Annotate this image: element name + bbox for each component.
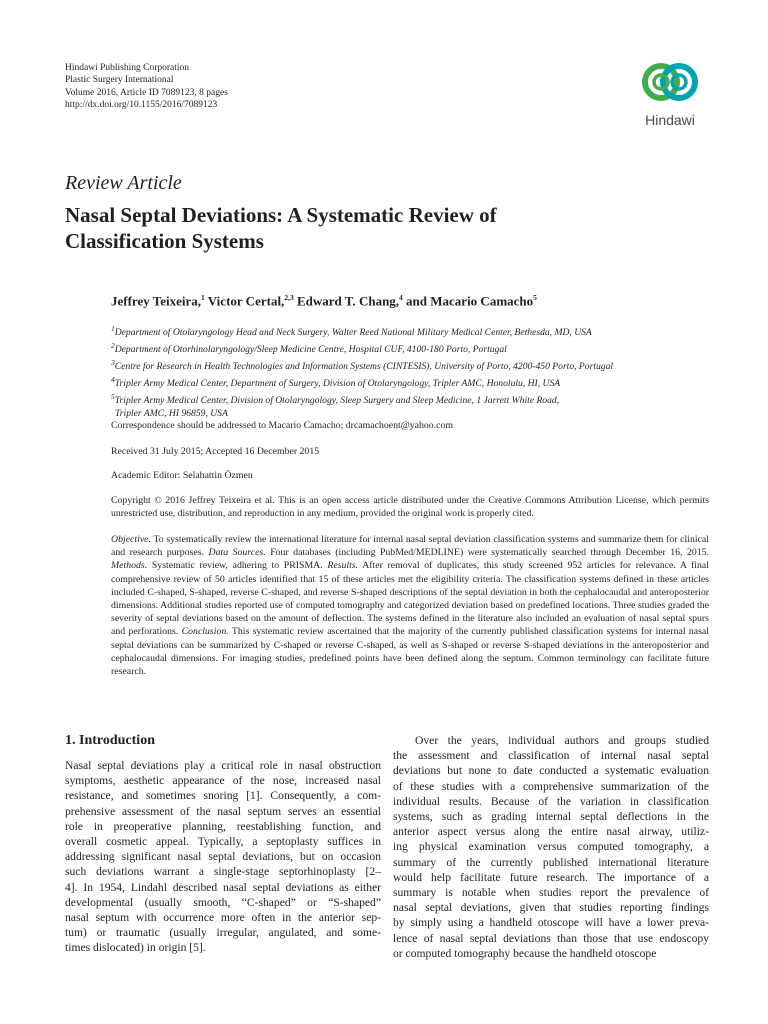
author-name: and Macario Camacho [402, 293, 534, 309]
affiliation-text: Tripler Army Medical Center, Division of Otolaryngology, Sleep Surgery and Sleep Medicine, 1 Jarrett White Road, [114, 395, 560, 407]
affiliation-item [111, 340, 721, 357]
author-list [111, 293, 537, 309]
paragraph-line: symptoms, aesthetic appearance of the nose, increased nasal [65, 774, 381, 788]
title-line: Classification Systems [65, 229, 264, 253]
paragraph-line: or computed tomography because the handheld otoscope [393, 946, 657, 960]
affiliation-number: 3 [111, 357, 115, 367]
paragraph-line: Nasal septal deviations play a critical role in nasal obstruction [65, 759, 381, 772]
paragraph-line: such deviations warrant a single-stage septorhinoplasty [2– [65, 865, 381, 879]
abstract-label: Results. [327, 560, 359, 572]
affiliation-text: Department of Otorhinolaryngology/Sleep Medicine Centre, Hospital CUF, 4100-180 Porto, Portugal [114, 344, 507, 356]
author-affiliation-ref: 1 [201, 293, 205, 302]
paragraph-line: tum) or traumatic (usually irregular, angulated, and some- [65, 926, 381, 940]
received-date: Received 31 July 2015; Accepted 16 December 2015 [111, 446, 320, 457]
abstract-text: Systematic review, adhering to PRISMA. [147, 560, 328, 572]
right-column [393, 733, 709, 961]
affiliation-item [111, 323, 721, 340]
abstract-label: Conclusion. [181, 626, 229, 638]
hindawi-rings-logo-icon [639, 60, 701, 110]
title-line: Nasal Septal Deviations: A Systematic Review of [65, 203, 497, 227]
correspondence: Correspondence should be addressed to Macario Camacho; drcamachoent@yahoo.com [111, 420, 454, 431]
author-affiliation-ref: 5 [533, 293, 537, 302]
author-name: Victor Certal, [204, 293, 285, 309]
affiliation-text: Centre for Research in Health Technologies and Information Systems (CINTESIS), University of Porto, 4200-450 Porto, Portugal [114, 361, 614, 373]
publication-info [65, 62, 228, 112]
affiliation-number: 4 [111, 374, 115, 384]
left-column [65, 758, 381, 956]
paragraph-line: the assessment and classification of internal nasal septal [393, 749, 709, 763]
volume-info: Volume 2016, Article ID 7089123, 8 pages [65, 87, 228, 98]
affiliation-number: 5 [111, 391, 115, 401]
article-type: Review Article [65, 172, 182, 194]
paragraph-line: Over the years, individual authors and groups studied [415, 734, 709, 747]
affiliation-item [111, 374, 721, 391]
paragraph-line: anterior aspect versus along the entire nasal airway, utiliz- [393, 825, 709, 839]
affiliation-continuation: Tripler AMC, HI 96859, USA [115, 407, 228, 419]
affiliation-text: Tripler Army Medical Center, Department of Surgery, Division of Otolaryngology, Tripler AMC, Honolulu, HI, USA [114, 378, 561, 390]
paragraph-line: lence of nasal septal deviations than those that use endoscopy [393, 931, 709, 945]
affiliation-number: 1 [111, 324, 115, 333]
abstract-label: Objective. [111, 534, 151, 545]
journal-name: Plastic Surgery International [65, 75, 174, 86]
paragraph-line: nasal septal deviations, given that studies reporting findings [393, 901, 709, 915]
paragraph-line: resistance, and sometimes snoring [1]. Consequently, a com- [65, 789, 381, 803]
paragraph-line: times dislocated) in origin [5]. [65, 941, 206, 955]
author-affiliation-ref: 2,3 [284, 293, 294, 302]
paragraph-line: individual results. Because of the variation in classification [393, 794, 709, 808]
paragraph-line: would help facilitate future research. The importance of a [393, 870, 709, 884]
paragraph-line: developmental (usually smooth, “C-shaped” or “S-shaped” [65, 895, 381, 909]
hindawi-logo [630, 60, 710, 136]
affiliation-item [111, 391, 721, 408]
affiliation-number: 2 [111, 340, 115, 350]
paragraph-line: summary of the currently published international literature [393, 855, 709, 869]
doi-link[interactable]: http://dx.doi.org/10.1155/2016/7089123 [65, 100, 218, 111]
paragraph-line: nasal septum with occurrence more often in the anterior sep- [65, 911, 381, 925]
author-name: Jeffrey Teixeira, [111, 293, 202, 309]
paragraph-line: overall cosmetic appeal. Typically, a septoplasty suffices in [65, 835, 381, 849]
author-name: Edward T. Chang, [293, 293, 400, 309]
paragraph-line: summary is notable when studies report the prevalence of [393, 886, 709, 900]
paragraph-line: by simply using a handheld otoscope will have a lower preva- [393, 916, 709, 930]
author-affiliation-ref: 4 [399, 293, 403, 302]
abstract [111, 533, 709, 678]
academic-editor: Academic Editor: Selahattin Özmen [111, 470, 253, 481]
paragraph-line: 4]. In 1954, Lindahl described nasal septal deviations as either [65, 880, 381, 894]
paragraph-line: deviations but none to date conducted a systematic evaluation [393, 764, 709, 778]
abstract-text: To systematically review the international literature for internal nasal septal deviation classification systems and summarize them for clinical and research purposes. [111, 534, 709, 559]
paragraph-line: prehensive assessment of the nasal septum serves an essential [65, 804, 381, 818]
paragraph-line: of these studies with a comprehensive summarization of the [393, 779, 709, 793]
section-heading: 1. Introduction [65, 733, 155, 748]
publisher-name: Hindawi Publishing Corporation [65, 63, 190, 73]
affiliation-text: Department of Otolaryngology Head and Neck Surgery, Walter Reed National Military Medical Center, Bethesda, MD, USA [114, 327, 592, 339]
abstract-text: After removal of duplicates, this study screened 952 articles for relevance. A final comprehensive review of 50 articles identified that 15 of these articles met the eligibility criteria. The classification systems defined in these articles included C-shaped, S-shaped, reverse C-shaped, and reverse S-shaped descriptions of the septal deviation in both the cephalocaudal and anteroposterior dimensions. Additional studies reported use of computed tomography and categorized deviation based on predefined locations. Three studies graded the severity of septal deviations based on the amount of deflection. The systems defined in the literature also included an evaluation of nasal septal spurs and perforations. [111, 560, 710, 638]
article-title [65, 202, 585, 254]
paragraph-line: addressing significant nasal septal deviations, but on occasion [65, 850, 381, 864]
abstract-label: Data Sources. [208, 547, 266, 559]
paragraph-line: systems, such as grading internal septal deflections in the [393, 810, 709, 824]
logo-text: Hindawi [645, 112, 695, 128]
affiliation-item [111, 357, 721, 374]
abstract-text: This systematic review ascertained that the majority of the currently published classification systems for internal nasal septal deviations can be summarized by C-shaped or reverse C-shaped, as well as S-shaped or reverse S-shaped deviations in the anteroposterior and cephalocaudal dimensions. For imaging studies, predefined points have been defined along the septum. Common terminology can facilitate future research. [111, 626, 710, 678]
abstract-text: Four databases (including PubMed/MEDLINE) were systematically searched through December 16, 2015. [265, 547, 709, 559]
copyright-notice: Copyright © 2016 Jeffrey Teixeira et al. This is an open access article distributed under the Creative Commons Attribution License, which permits unrestricted use, distribution, and reproduction in any medium, provided the original work is properly cited. [111, 495, 709, 520]
affiliations [111, 323, 721, 421]
paragraph-line: role in preoperative planning, reestablishing function, and [65, 819, 381, 833]
abstract-label: Methods. [111, 560, 148, 572]
paragraph-line: ing physical examination versus computed tomography, a [393, 840, 709, 854]
